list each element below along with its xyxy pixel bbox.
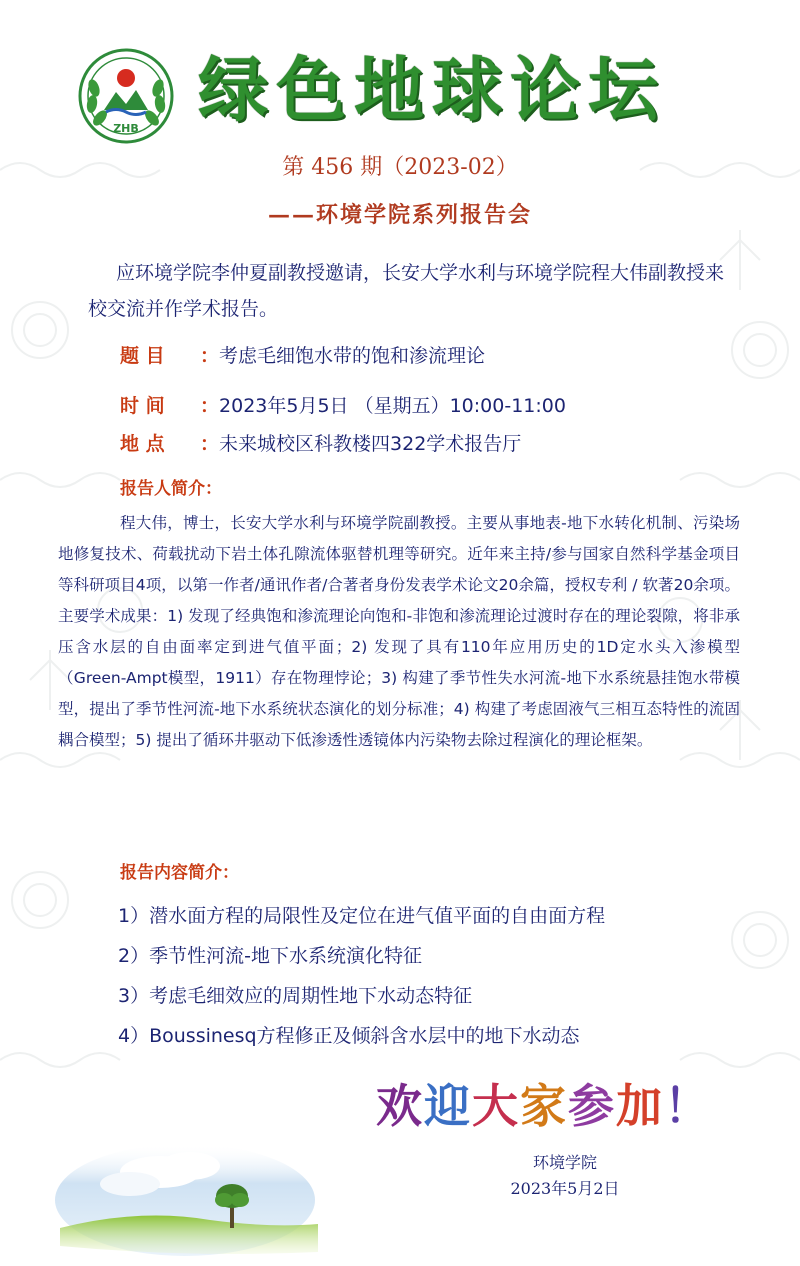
place-label: 地 点 bbox=[120, 433, 165, 455]
topic-row bbox=[120, 342, 485, 370]
list-item: 2）季节性河流-地下水系统演化特征 bbox=[118, 945, 422, 967]
place-colon: ： bbox=[200, 433, 220, 455]
issue-number: 第 456 期（2023-02） bbox=[282, 155, 518, 180]
place-row bbox=[120, 430, 521, 458]
welcome-banner bbox=[376, 1070, 712, 1136]
time-value: 2023年5月5日 （星期五）10:00-11:00 bbox=[219, 395, 566, 417]
time-colon: ： bbox=[200, 395, 220, 417]
welcome-char: ！ bbox=[664, 1079, 712, 1133]
welcome-char: 家 bbox=[520, 1079, 568, 1133]
place-value: 未来城校区科教楼四322学术报告厅 bbox=[219, 433, 522, 455]
logo-text: ZHB bbox=[113, 122, 139, 135]
list-item: 4）Boussinesq方程修正及倾斜含水层中的地下水动态 bbox=[118, 1025, 580, 1047]
time-row bbox=[120, 392, 566, 420]
issue-date: 2023年5月2日 bbox=[510, 1179, 620, 1198]
series-subtitle: ——环境学院系列报告会 bbox=[267, 202, 532, 228]
time-label: 时 间 bbox=[120, 395, 165, 417]
content-list bbox=[118, 896, 758, 1056]
list-item: 3）考虑毛细效应的周期性地下水动态特征 bbox=[118, 985, 473, 1007]
speaker-heading: 报告人简介： bbox=[120, 479, 222, 499]
welcome-char: 参 bbox=[568, 1079, 616, 1133]
welcome-char: 欢 bbox=[376, 1079, 424, 1133]
topic-colon: ： bbox=[200, 345, 220, 367]
list-item: 1）潜水面方程的局限性及定位在进气值平面的自由面方程 bbox=[118, 905, 606, 927]
welcome-char: 加 bbox=[616, 1079, 664, 1133]
organizer-name: 环境学院 bbox=[532, 1153, 597, 1172]
content-heading: 报告内容简介： bbox=[120, 863, 239, 883]
topic-value: 考虑毛细饱水带的饱和渗流理论 bbox=[219, 345, 486, 367]
welcome-char: 大 bbox=[472, 1079, 520, 1133]
speaker-bio: 程大伟，博士，长安大学水利与环境学院副教授。主要从事地表-地下水转化机制、污染场地修复技术、荷载扰动下岩土体孔隙流体驱替机理等研究。近年来主持/参与国家自然科学基金项目等科研项目4项，以第一作者/通讯作者/合著者身份发表学术论文20余篇，授权专利 / 软著20余项。主要学术成果：1) 发现了经典饱和渗流理论向饱和-非饱和渗流理论过渡时存在的理论裂隙，将非承压含水层的自由面率定到进气值平面；2) 发现了具有110年应用历史的1D定水头入渗模型（Green-Ampt模型，1911）存在物理悖论；3) 构建了季节性失水河流-地下水系统悬挂饱水带模型，提出了季节性河流-地下水系统状态演化的划分标准；4) 构建了考虑固液气三相互态特性的流固耦合模型；5) 提出了循环井驱动下低渗透性透镜体内污染物去除过程演化的理论框架。 bbox=[58, 514, 740, 749]
welcome-char: 迎 bbox=[424, 1079, 472, 1133]
zhb-emblem-icon bbox=[78, 48, 174, 144]
invitation-paragraph: 应环境学院李仲夏副教授邀请，长安大学水利与环境学院程大伟副教授来校交流并作学术报告。 bbox=[88, 262, 725, 320]
landscape-tree-icon bbox=[50, 1128, 320, 1258]
topic-label: 题 目 bbox=[120, 345, 165, 367]
forum-title: 绿色地球论坛 bbox=[198, 48, 666, 131]
